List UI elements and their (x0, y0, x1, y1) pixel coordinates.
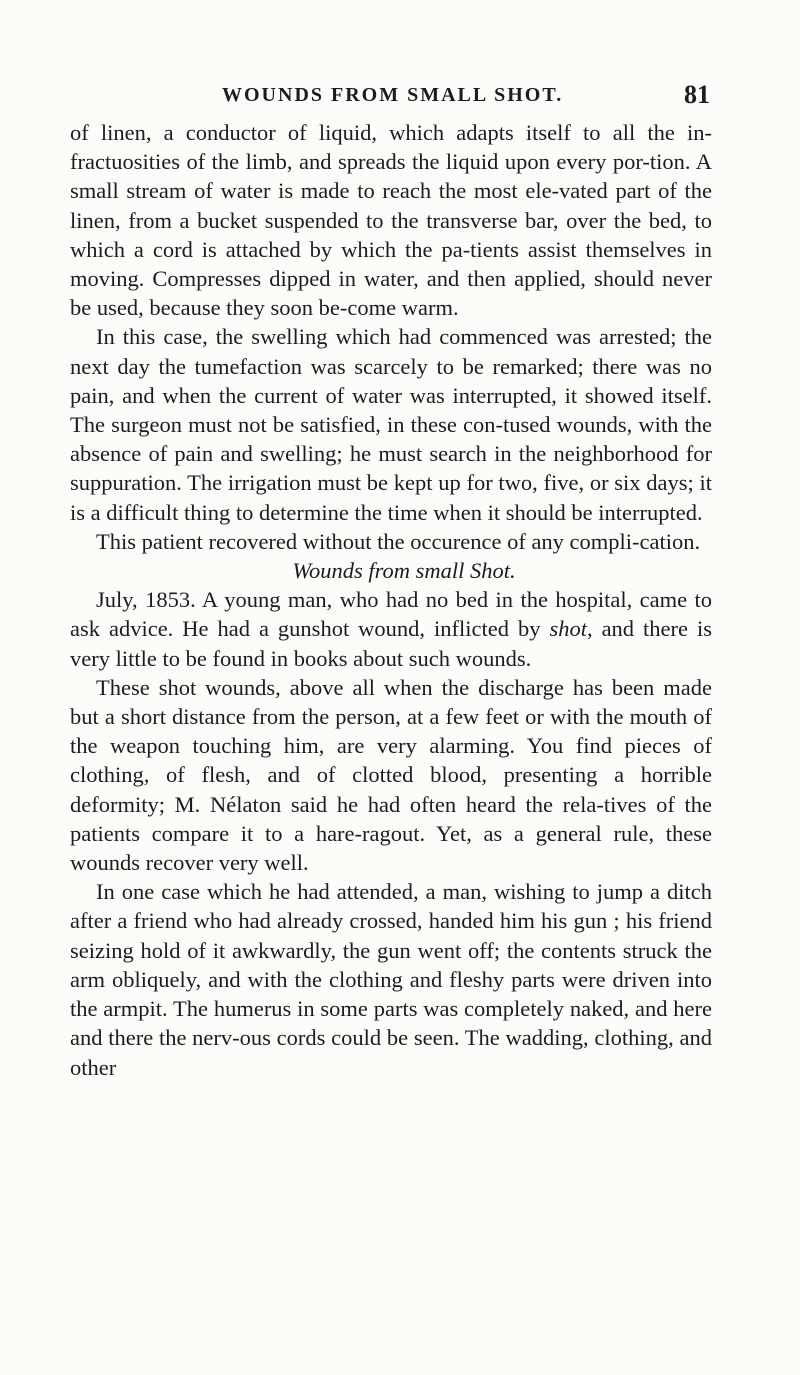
paragraph: In one case which he had attended, a man, wishing to jump a ditch after a friend who had already crossed, handed him his gun ; his friend seizing hold of it awkwardly, the gun went off; the contents struck the arm obliquely, and with the clothing and fleshy parts were driven into the armpit. The humerus in some parts was completely naked, and here and there the nerv-ous cords could be seen. The wadding, clothing, and other (70, 879, 712, 1080)
paragraph: These shot wounds, above all when the discharge has been made but a short distance from the person, at a few feet or with the mouth of the weapon touching him, are very alarming. You find pieces of clothing, of flesh, and of clotted blood, presenting a horrible deformity; M. Nélaton said he had often heard the rela-tives of the patients compare it to a hare-ragout. Yet, as a general rule, these wounds recover very well. (70, 674, 712, 876)
paragraph: In this case, the swelling which had commenced was arrested; the next day the tumefaction was scarcely to be remarked; there was no pain, and when the current of water was interrupted, it showed itself. The surgeon must not be satisfied, in these con-tused wounds, with the absence of pain and swelling; he must search in the neighborhood for suppuration. The irrigation must be kept up for two, five, or six days; it is a difficult thing to determine the time when it should be interrupted. (70, 324, 712, 525)
paragraph-text: July, 1853. A young man, who had no bed in the hospital, came to ask advice. He had a gunshot wound, inflicted by (70, 587, 712, 642)
paragraph: This patient recovered without the occurence of any compli-cation. (96, 528, 701, 554)
paragraph-text: , and there is very little to be found in books about such wounds. (70, 616, 712, 671)
running-head (150, 80, 710, 114)
page-number: 81 (684, 80, 710, 109)
running-title: WOUNDS FROM SMALL SHOT. (222, 84, 564, 106)
paragraph (70, 585, 712, 673)
body-text (70, 118, 712, 1082)
emphasis-text: shot (549, 616, 587, 642)
section-heading: Wounds from small Shot. (292, 558, 516, 584)
paragraph-continuation: of linen, a conductor of liquid, which adapts itself to all the in-fractuosities of the limb, and spreads the liquid upon every por-tion. A small stream of water is made to reach the most ele-vated part of the linen, from a bucket suspended to the transverse bar, over the bed, to which a cord is attached by which the pa-tients assist themselves in moving. Compresses dipped in water, and then applied, should never be used, because they soon be-come warm. (70, 120, 712, 321)
